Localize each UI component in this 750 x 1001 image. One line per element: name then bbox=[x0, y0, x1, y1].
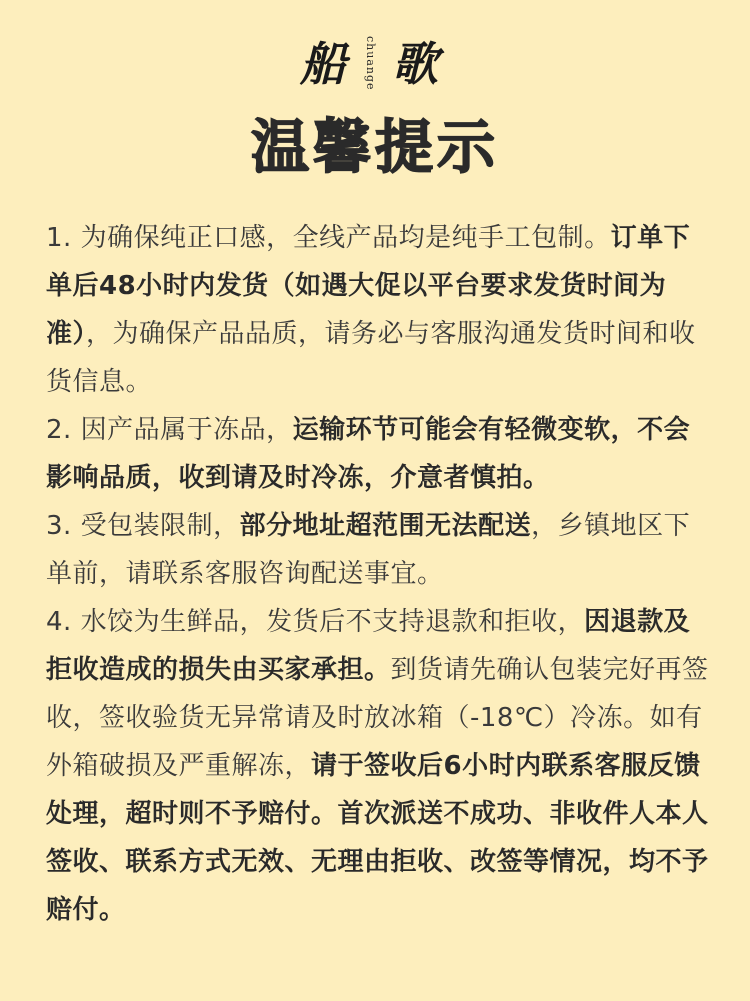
paragraph-number: 4. bbox=[46, 607, 81, 637]
paragraph-number: 1. bbox=[46, 223, 81, 253]
brand-logo bbox=[0, 36, 750, 106]
notice-paragraph-3 bbox=[46, 502, 716, 598]
paragraph-text: 到货请先确认包装完好再签收，签收验货无异常请及时放冰箱（-18℃）冷冻。如有外箱破损及严重解冻， bbox=[46, 655, 709, 781]
logo-char-left: 船 bbox=[300, 37, 346, 91]
paragraph-emphasis: 部分地址超范围无法配送 bbox=[239, 511, 532, 541]
paragraph-emphasis: 运输环节可能会有轻微变软，不会影响品质，收到请及时冷冻，介意者慎拍。 bbox=[46, 415, 691, 493]
paragraph-number: 2. bbox=[46, 415, 81, 445]
paragraph-number: 3. bbox=[46, 511, 81, 541]
page-title: 温馨提示 bbox=[250, 113, 499, 181]
paragraph-text: ，为确保产品品质，请务必与客服沟通发货时间和收货信息。 bbox=[46, 319, 696, 397]
logo-char-right: 歌 bbox=[392, 37, 438, 91]
notice-paragraph-1 bbox=[46, 214, 716, 406]
paragraph-emphasis: 订单下单后48小时内发货（如遇大促以平台要求发货时间为准） bbox=[46, 223, 691, 349]
notice-paragraph-4 bbox=[46, 598, 716, 934]
paragraph-text: 水饺为生鲜品，发货后不支持退款和拒收， bbox=[80, 607, 585, 637]
paragraph-emphasis: 因退款及拒收造成的损失由买家承担。 bbox=[46, 607, 691, 685]
paragraph-text: ，乡镇地区下单前，请联系客服咨询配送事宜。 bbox=[46, 511, 691, 589]
logo-pinyin: chuange bbox=[364, 36, 377, 91]
notice-body bbox=[46, 214, 716, 934]
notice-paragraph-2 bbox=[46, 406, 716, 502]
paragraph-text: 因产品属于冻品， bbox=[80, 415, 293, 445]
paragraph-emphasis: 请于签收后6小时内联系客服反馈处理，超时则不予赔付。首次派送不成功、非收件人本人签收、联系方式无效、无理由拒收、改签等情况，均不予赔付。 bbox=[46, 751, 709, 925]
paragraph-text: 受包装限制， bbox=[80, 511, 240, 541]
paragraph-text: 为确保纯正口感，全线产品均是纯手工包制。 bbox=[80, 223, 611, 253]
